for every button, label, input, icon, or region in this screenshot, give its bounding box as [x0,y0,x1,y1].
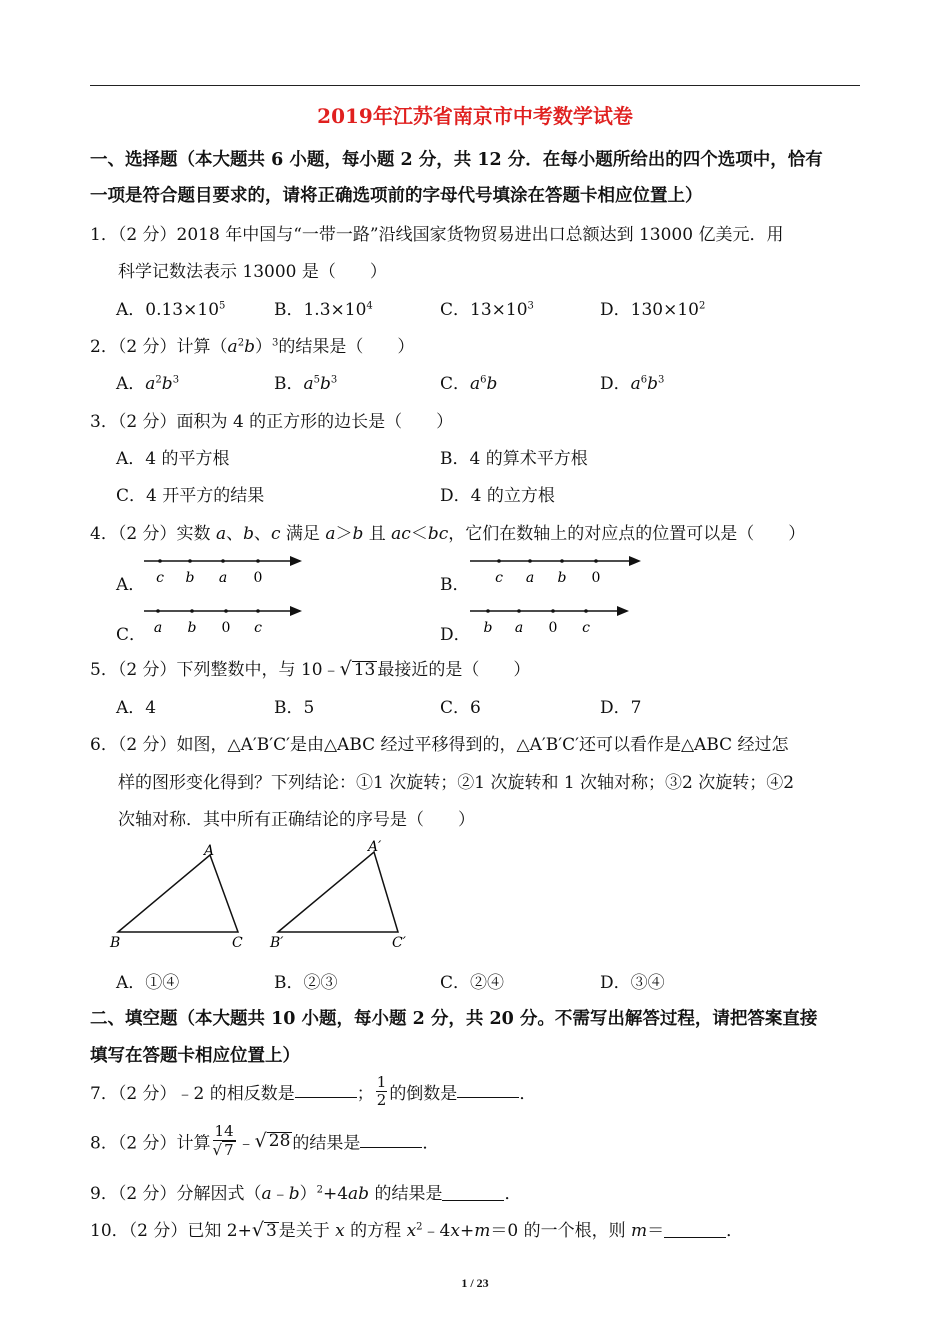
q1-option-d: D．$130\times 10^2$ [600,300,706,320]
q3-option-d: D．4 的立方根 [440,486,555,506]
q4-d-label-4: c [582,620,590,636]
q4-b-label-4: 0 [591,570,601,586]
q1-stem-line2: 科学记数法表示 13000 是（ ） [118,262,387,282]
q6-stem-line2: 样的图形变化得到？下列结论：①1 次旋转；②1 次旋转和 1 次轴对称；③2 次旋转；④2 [118,773,795,793]
section1-heading-line2: 一项是符合题目要求的，请将正确选项前的字母代号填涂在答题卡相应位置上） [90,186,703,206]
section2-heading-line1: 二、填空题（本大题共 10 小题，每小题 2 分，共 20 分。不需写出解答过程，请把答案直接 [90,1009,818,1029]
q5-option-a: A．4 [116,698,157,718]
fig-label-c-prime: C′ [392,935,406,951]
section2-heading-line2: 填写在答题卡相应位置上） [90,1046,300,1066]
answer-blank[interactable] [360,1131,422,1148]
page-title: 2019年江苏省南京市中考数学试卷 [317,104,633,128]
q6-option-d: D．③④ [600,973,665,993]
q4-option-b-label: B． [440,575,470,595]
q5-option-d: D．7 [600,698,642,718]
fig-label-c: C [232,935,243,951]
q6-stem-line1: 6．（2 分）如图，△A′B′C′是由△ABC 经过平移得到的，△A′B′C′还可以看作是△ABC 经过怎 [90,735,789,755]
q6-option-b: B．②③ [274,973,338,993]
q2-option-d: D．$a^6b^3$ [600,374,665,394]
fig-label-b: B [110,935,121,951]
q6-figure [100,835,430,960]
fraction: $\frac{14}{√ 7}$ [212,1122,234,1159]
answer-blank[interactable] [295,1081,357,1098]
q7-stem: 7．（2 分）﹣2 的相反数是 ； $\frac{1}{2}$ 的倒数是 ． [90,1073,537,1109]
radical-icon: √ [339,658,352,680]
q1-option-c: C．$13\times 10^3$ [440,300,534,320]
q3-stem: 3．（2 分）面积为 4 的正方形的边长是（ ） [90,412,454,432]
q4-c-label-1: a [153,620,163,636]
q4-a-label-1: c [156,570,164,586]
section1-heading-line1: 一、选择题（本大题共 6 小题，每小题 2 分，共 12 分．在每小题所给出的四个选项中，恰有 [90,150,823,170]
q2-option-c: C．$a^6b$ [440,374,498,394]
q4-option-a-label: A． [116,575,146,595]
q2-option-a: A．$a^2b^3$ [116,374,180,394]
page-number: 1 / 23 [461,1276,489,1290]
q4-a-label-4: 0 [253,570,263,586]
header-rule [90,85,860,86]
q4-axis-a [140,552,310,588]
q4-d-label-1: b [483,620,493,636]
q5-option-c: C．6 [440,698,481,718]
q1-stem-line1: 1．（2 分）2018 年中国与“一带一路”沿线国家货物贸易进出口总额达到 13000 亿美元．用 [90,225,784,245]
radical-icon: √ [212,1141,223,1159]
fraction: $\frac{1}{2}$ [376,1073,387,1109]
q4-c-label-4: c [254,620,262,636]
q4-axis-d [466,602,646,638]
q4-a-label-2: b [185,570,195,586]
answer-blank[interactable] [664,1221,726,1238]
q3-option-c: C．4 开平方的结果 [116,486,265,506]
q4-axis-c [140,602,310,638]
q3-option-a: A．4 的平方根 [116,449,230,469]
q8-stem: 8．（2 分）计算 $\frac{14}{√ 7}$ ﹣√ 28 的结果是 ． [90,1122,440,1159]
q4-option-c-label: C． [116,625,147,645]
q2-option-b: B．$a^5b^3$ [274,374,338,394]
q10-stem: 10．（2 分）已知 2+√ 3 是关于 x 的方程 $x^2﹣4x+m=0$ 的一个根，则 m＝ ． [90,1219,744,1241]
q4-b-label-1: c [495,570,503,586]
q9-stem: 9．（2 分）分解因式（a﹣b）$^2$+4ab 的结果是 ． [90,1184,522,1204]
answer-blank[interactable] [442,1184,504,1201]
q4-axis-b [466,552,646,588]
q4-d-label-3: 0 [548,620,558,636]
q5-option-b: B．5 [274,698,315,718]
q4-b-label-3: b [557,570,567,586]
q1-option-a: A．$0.13\times 10^5$ [116,300,226,320]
q2-stem: 2．（2 分）计算$(a^2b)^3$的结果是（ ） [90,337,415,357]
q4-b-label-2: a [525,570,535,586]
q4-c-label-2: b [187,620,197,636]
q4-d-label-2: a [514,620,524,636]
fig-label-a-prime: A′ [368,839,382,855]
q5-stem: 5．（2 分）下列整数中，与 10﹣√ 13 最接近的是（ ） [90,658,531,680]
q4-a-label-3: a [218,570,228,586]
fig-label-a: A [204,843,215,859]
radical-icon: √ [251,1219,264,1241]
q4-stem: 4．（2 分）实数 a、b、c 满足 a＞b 且 ac＜bc，它们在数轴上的对应点的位置可以是（ ） [90,524,806,544]
fig-label-b-prime: B′ [270,935,284,951]
q4-option-d-label: D． [440,625,471,645]
q6-option-a: A．①④ [116,973,180,993]
answer-blank[interactable] [457,1081,519,1098]
q6-option-c: C．②④ [440,973,505,993]
q4-c-label-3: 0 [221,620,231,636]
q3-option-b: B．4 的算术平方根 [440,449,588,469]
q6-stem-line3: 次轴对称．其中所有正确结论的序号是（ ） [118,810,475,830]
q1-option-b: B．$1.3\times 10^4$ [274,300,373,320]
radical-icon: √ [254,1130,267,1152]
